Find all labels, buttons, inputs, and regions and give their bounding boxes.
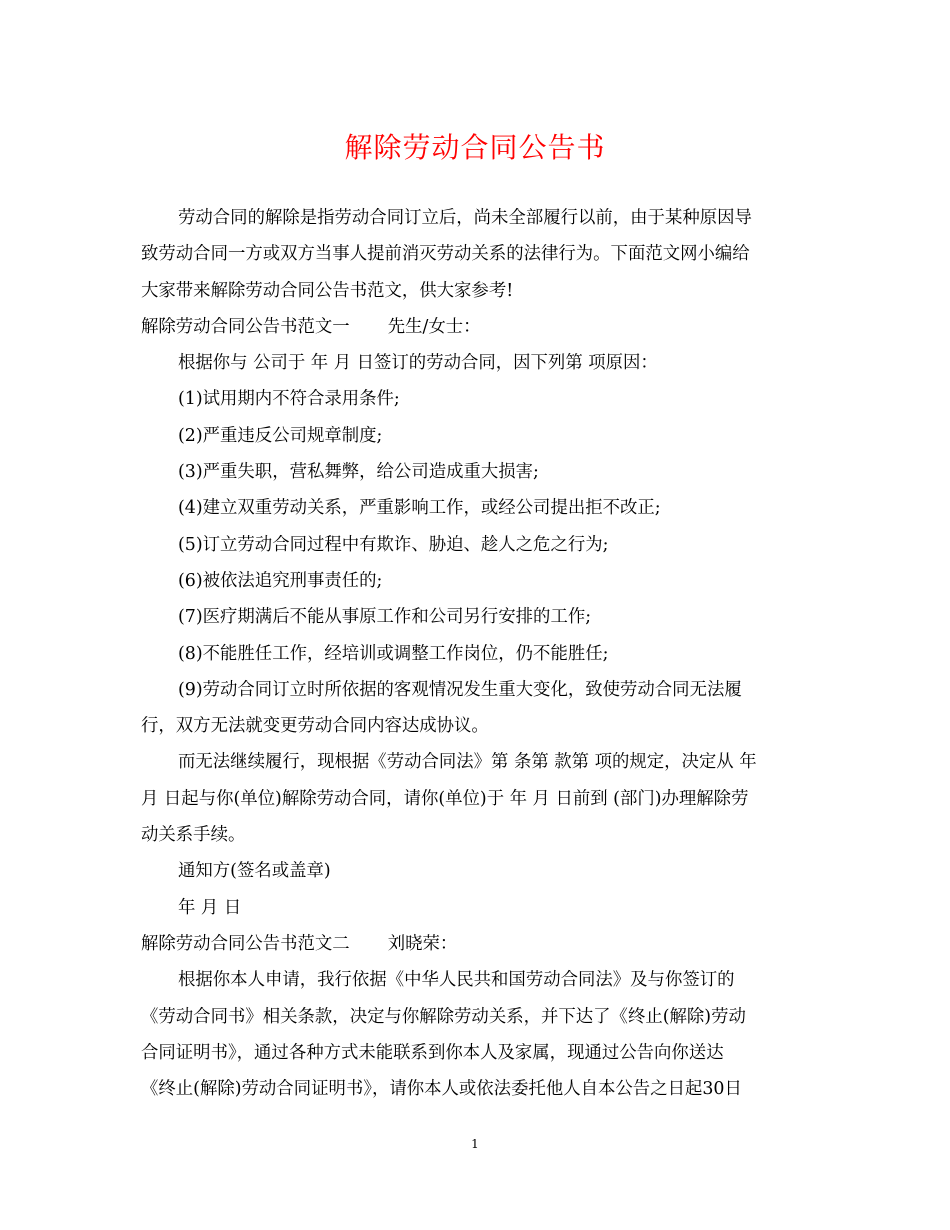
sample1-heading-line: [141, 309, 809, 345]
sample2-body-line: 根据你本人申请，我行依据《中华人民共和国劳动合同法》及与你签订的: [178, 970, 735, 991]
sample2-body-line: 《终止(解除)劳动合同证明书》，请你本人或依法委托他人自本公告之日起30日: [141, 1079, 742, 1100]
sample2-salutation: 刘晓荣：: [387, 933, 458, 954]
decision-line: 而无法继续履行，现根据《劳动合同法》第 条第 款第 项的规定，决定从 年: [178, 752, 757, 773]
reason-item: (2)严重违反公司规章制度;: [178, 425, 383, 446]
reason-item: (7)医疗期满后不能从事原工作和公司另行安排的工作;: [178, 607, 592, 628]
document-title: 解除劳动合同公告书: [344, 131, 606, 164]
signature-line: 通知方(签名或盖章): [178, 861, 331, 882]
sample1-lead: 根据你与 公司于 年 月 日签订的劳动合同，因下列第 项原因：: [178, 353, 658, 374]
reason-item: (1)试用期内不符合录用条件;: [178, 389, 400, 410]
sample2-body-line: 《劳动合同书》相关条款，决定与你解除劳动关系，并下达了《终止(解除)劳动: [141, 1006, 746, 1027]
intro-line: 劳动合同的解除是指劳动合同订立后，尚未全部履行以前，由于某种原因导: [178, 208, 752, 228]
decision-line: 动关系手续。: [141, 825, 246, 846]
sample1-salutation: 先生/女士：: [387, 316, 481, 337]
intro-line: 大家带来解除劳动合同公告书范文，供大家参考!: [141, 280, 514, 301]
sample1-heading: 解除劳动合同公告书范文一: [141, 316, 350, 337]
reason-item-continuation: 行，双方无法就变更劳动合同内容达成协议。: [141, 716, 489, 737]
intro-line: 致劳动合同一方或双方当事人提前消灭劳动关系的法律行为。下面范文网小编给: [141, 244, 750, 265]
reason-item: (9)劳动合同订立时所依据的客观情况发生重大变化，致使劳动合同无法履: [178, 679, 742, 700]
page-number: 1: [471, 1137, 479, 1151]
reason-item: (6)被依法追究刑事责任的;: [178, 570, 383, 591]
reason-item: (4)建立双重劳动关系，严重影响工作，或经公司提出拒不改正;: [178, 498, 661, 519]
reason-item: (5)订立劳动合同过程中有欺诈、胁迫、趁人之危之行为;: [178, 534, 609, 555]
sample2-heading-line: [141, 926, 809, 962]
reason-item: (3)严重失职，营私舞弊，给公司造成重大损害;: [178, 462, 539, 483]
sample2-heading: 解除劳动合同公告书范文二: [141, 933, 350, 954]
decision-line: 月 日起与你(单位)解除劳动合同，请你(单位)于 年 月 日前到 (部门)办理解除劳: [141, 788, 749, 809]
date-line: 年 月 日: [178, 897, 242, 918]
document-body: [141, 200, 809, 1107]
sample2-body-line: 合同证明书》，通过各种方式未能联系到你本人及家属，现通过公告向你送达: [141, 1042, 724, 1063]
reason-item: (8)不能胜任工作，经培训或调整工作岗位，仍不能胜任;: [178, 643, 609, 664]
